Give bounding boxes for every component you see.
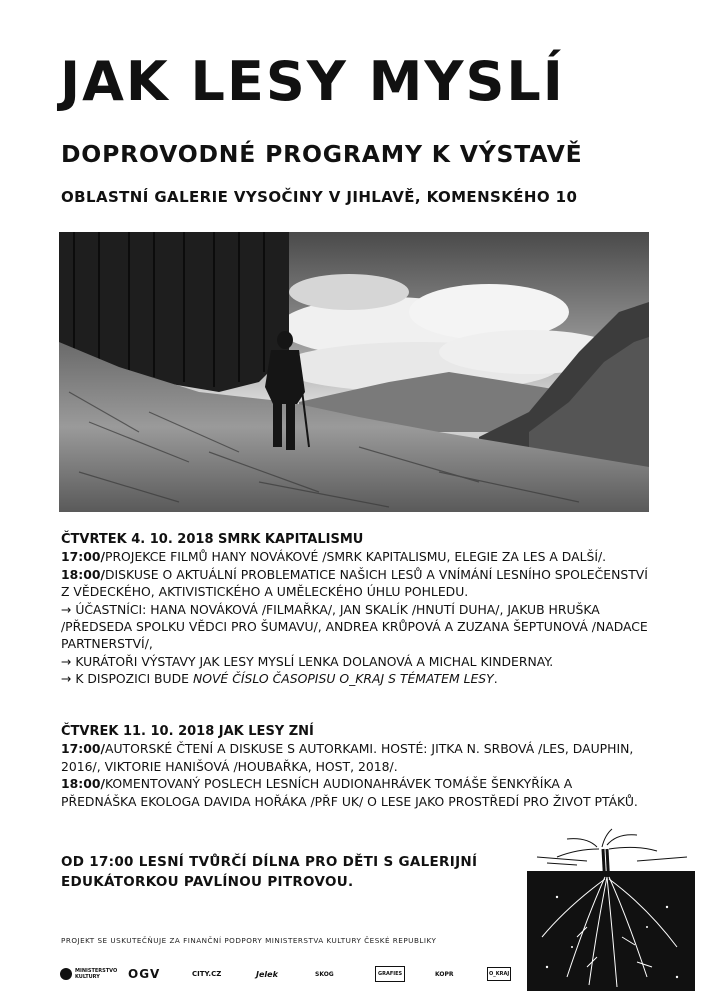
event-time: 18:00/ <box>61 776 105 792</box>
day2-event-2 <box>61 775 651 810</box>
venue-address: OBLASTNÍ GALERIE VYSOČINY V JIHLAVĚ, KOMENSKÉHO 10 <box>61 188 578 206</box>
funding-note: PROJEKT SE USKUTEČŇUJE ZA FINANČNÍ PODPORY MINISTERSTVA KULTURY ČESKÉ REPUBLIKY <box>61 936 437 945</box>
ministry-logo: MINISTERSTVO KULTURY <box>60 960 103 988</box>
day2-section <box>61 723 651 810</box>
jelek-logo: Jelek <box>256 969 278 979</box>
tree-roots-illustration <box>527 827 695 991</box>
day1-section <box>61 531 651 688</box>
skog-logo: SKOG <box>315 970 334 978</box>
event-text: PROJEKCE FILMŮ HANY NOVÁKOVÉ /SMRK KAPITALISMU, ELEGIE ZA LES A DALŠÍ/. <box>104 549 607 565</box>
day1-event-2 <box>61 566 651 601</box>
day1-curators: → KURÁTOŘI VÝSTAVY JAK LESY MYSLÍ LENKA DOLANOVÁ A MICHAL KINDERNAY. <box>61 653 554 669</box>
sponsor-logos <box>60 960 510 990</box>
event-time: 17:00/ <box>61 741 105 757</box>
workshop-note: OD 17:00 LESNÍ TVŮRČÍ DÍLNA PRO DĚTI S GALERIJNÍ EDUKÁTORKOU PAVLÍNOU PITROVOU. <box>61 854 478 890</box>
city-logo: CITY.CZ <box>192 970 222 978</box>
kopr-logo: KOPR <box>435 970 454 978</box>
magazine-title: NOVÉ ČÍSLO ČASOPISU O_KRAJ S TÉMATEM LESY <box>192 671 494 687</box>
forest-hiker-photo <box>59 232 649 512</box>
day1-heading: ČTVRTEK 4. 10. 2018 SMRK KAPITALISMU <box>61 532 364 547</box>
grafies-logo: GRAFIES <box>375 966 405 982</box>
day2-event-1 <box>61 740 651 775</box>
day1-participants: → ÚČASTNÍCI: HANA NOVÁKOVÁ /FILMAŘKA/, JAN SKALÍK /HNUTÍ DUHA/, JAKUB HRUŠKA /PŘEDSEDA SPOLKU VĚDCI PRO ŠUMAVU/, ANDREA KRŮPOVÁ A ZUZANA ŠEPTUNOVÁ /NADACE PARTNERSTVÍ/, <box>61 601 648 652</box>
poster-subtitle: DOPROVODNÉ PROGRAMY K VÝSTAVĚ <box>61 140 583 168</box>
day2-heading: ČTVREK 11. 10. 2018 JAK LESY ZNÍ <box>61 724 314 739</box>
okraj-logo: O_KRAJ <box>487 967 511 981</box>
event-text: AUTORSKÉ ČTENÍ A DISKUSE S AUTORKAMI. HOSTÉ: JITKA N. SRBOVÁ /LES, DAUPHIN, 2016/, VIKTORIE HANIŠOVÁ /HOUBAŘKA, HOST, 2018/. <box>61 741 634 774</box>
poster-title: JAK LESY MYSLÍ <box>60 50 565 113</box>
event-time: 17:00/ <box>61 549 105 565</box>
event-text: DISKUSE O AKTUÁLNÍ PROBLEMATICE NAŠICH LESŮ A VNÍMÁNÍ LESNÍHO SPOLEČENSTVÍ Z VĚDECKÉHO, AKTIVISTICKÉHO A UMĚLECKÉHO ÚHLU POHLEDU. <box>61 566 648 600</box>
day1-event-1 <box>61 548 651 565</box>
event-time: 18:00/ <box>61 566 105 582</box>
event-text: KOMENTOVANÝ POSLECH LESNÍCH AUDIONAHRÁVEK TOMÁŠE ŠENKYŘÍKA A PŘEDNÁŠKA EKOLOGA DAVIDA HOŘÁKA /PŘF UK/ O LESE JAKO PROSTŘEDÍ PRO ŽIVOT PTÁKŮ. <box>61 776 638 809</box>
ogv-logo: OGV <box>128 967 161 981</box>
day1-magazine: → K DISPOZICI BUDE NOVÉ ČÍSLO ČASOPISU O_KRAJ S TÉMATEM LESY. <box>61 671 498 687</box>
